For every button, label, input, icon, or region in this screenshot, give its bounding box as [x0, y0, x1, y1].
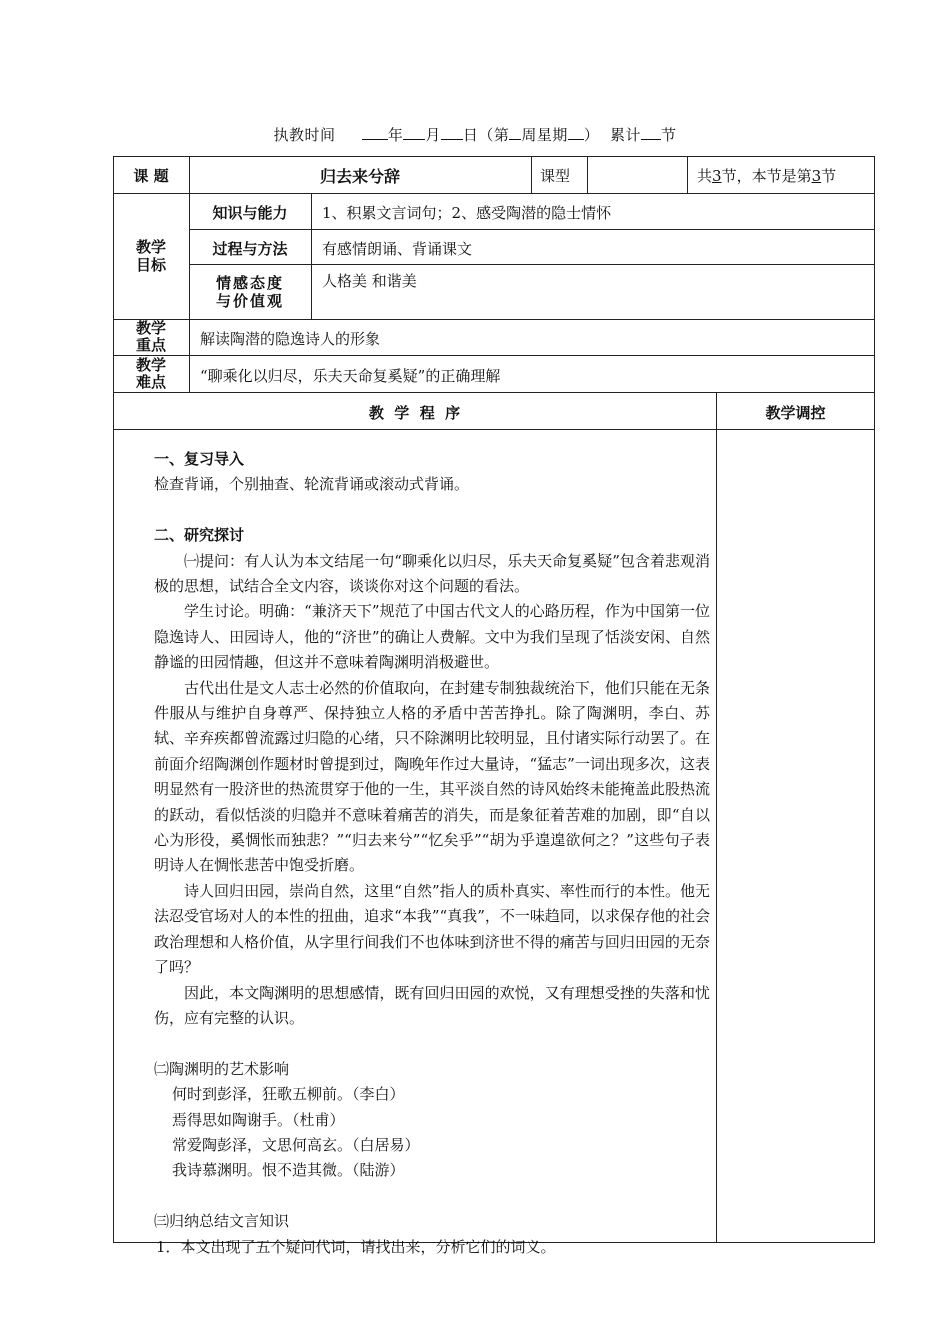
paragraph-1: 学生讨论。明确：“兼济天下”规范了中国古代文人的心路历程，作为中国第一位隐逸诗人、田园诗人，他的“济世”的确让人费解。文中为我们呈现了恬淡安闲、自然静谧的田园情趣，但这并不意味着陶渊明消极避世。	[154, 602, 710, 672]
lesson-count	[697, 165, 836, 186]
col-divider	[311, 193, 312, 319]
month-blank	[403, 125, 425, 140]
col-divider	[587, 156, 588, 193]
lesson-type-label: 课型	[540, 167, 571, 185]
objectives-label-line1: 教学	[135, 238, 166, 256]
poem-line: 我诗慕渊明。恨不造其微。（陆游）	[172, 1161, 405, 1180]
section1-text: 检查背诵，个别抽查、轮流背诵或滚动式背诵。	[154, 475, 470, 494]
adjust-header: 教学调控	[765, 404, 826, 422]
teaching-time-line	[0, 124, 950, 145]
program-header: 教 学 程 序	[368, 404, 461, 422]
row-divider	[189, 264, 875, 265]
objectives-label-line2: 目标	[135, 256, 166, 274]
paragraph-3: 诗人回归田园，崇尚自然，这里“自然”指人的质朴真实、率性而行的本性。他无法忍受官场对人的本性的扭曲，追求“本我”“真我”，不一味趋同，以求保存他的社会政治理想和人格价值，从字里行间我们不也体味到济世不得的痛苦与回归田园的无奈了吗？	[154, 881, 710, 977]
key-point-label-line2: 重点	[135, 336, 166, 354]
row-divider	[113, 355, 875, 356]
col-divider	[687, 156, 688, 193]
objectives-label	[113, 238, 189, 274]
paren-close: ）	[583, 126, 600, 144]
week-label: 周星期	[521, 126, 568, 144]
emotion-values-label-line2: 与价值观	[215, 292, 284, 310]
question-3-item-1: 1．本文出现了五个疑问代词，请找出来，分析它们的词义。	[156, 1237, 556, 1256]
section2-title: 二、研究探讨	[154, 526, 245, 545]
paragraph-2: 古代出仕是文人志士必然的价值取向，在封建专制独裁统治下，他们只能在无条件服从与维护自身尊严、保持独立人格的矛盾中苦苦挣扎。除了陶渊明，李白、苏轼、辛弃疾都曾流露过归隐的心绪，只不除渊明比较明显，且付诸实际行动罢了。在前面介绍陶渊创作题材时曾提到过，陶晚年作过大量诗，“猛志”一词出现多次，这表明显然有一股济世的热流贯穿于他的一生，其平淡自然的诗风始终未能掩盖此股热流的跃动，看似恬淡的归隐并不意味着痛苦的消失，而是象征着苦难的加剧，即“自以心为形役，奚惆怅而独悲？”“归去来兮”“忆矣乎”“胡为乎遑遑欲何之？”这些句子表明诗人在惆怅悲苦中饱受折磨。	[154, 678, 710, 875]
lesson-total: 3	[712, 167, 722, 185]
question-3: ㈢归纳总结文言知识	[154, 1212, 290, 1231]
col-divider	[716, 392, 717, 1243]
row-divider	[113, 319, 875, 320]
question-2: ㈡陶渊明的艺术影响	[154, 1059, 290, 1078]
difficulty-value: “聊乘化以归尽，乐夫天命复奚疑”的正确理解	[200, 367, 501, 385]
key-point-label	[113, 320, 189, 354]
process-method-value: 有感情朗诵、背诵课文	[322, 240, 473, 258]
section-label: 节	[660, 126, 677, 144]
program-body	[154, 447, 710, 1260]
key-point-value: 解读陶潜的隐逸诗人的形象	[200, 330, 381, 348]
year-blank	[362, 125, 388, 140]
emotion-values-label-line1: 情感态度	[215, 274, 284, 292]
col-divider	[531, 156, 532, 193]
week-blank	[509, 125, 521, 140]
poem-line: 焉得思如陶谢手。（杜甫）	[172, 1110, 345, 1129]
knowledge-ability-value: 1、积累文言词句；2、感受陶潜的隐士情怀	[322, 204, 612, 222]
process-method-label: 过程与方法	[212, 240, 288, 258]
lesson-count-prefix: 共	[697, 167, 713, 185]
spacer	[154, 498, 710, 523]
row-divider	[113, 193, 875, 194]
year-label: 年	[387, 126, 404, 144]
row-divider	[189, 229, 875, 230]
question-1: ㈠提问：有人认为本文结尾一句“聊乘化以归尽，乐夫天命复奚疑”包含着悲观消极的思想，试结合全文内容，谈谈你对这个问题的看法。	[154, 551, 710, 596]
key-point-label-line1: 教学	[135, 319, 166, 337]
day-label: 日（第	[462, 126, 510, 144]
paragraph-4: 因此，本文陶渊明的思想感情，既有回归田园的欢悦，又有理想受挫的失落和忧伤，应有完整的认识。	[154, 983, 710, 1027]
difficulty-label	[113, 357, 189, 391]
poem-line: 何时到彭泽，狂歌五柳前。（李白）	[172, 1085, 405, 1104]
poem-line: 常爱陶彭泽，文思何高玄。（白居易）	[172, 1135, 420, 1154]
total-label: 累计	[609, 126, 641, 144]
weekday-blank	[568, 125, 584, 140]
total-blank	[641, 125, 661, 140]
day-blank	[441, 125, 463, 140]
emotion-values-value: 人格美 和谐美	[322, 272, 417, 290]
lesson-current: 3	[811, 167, 822, 185]
row-divider	[113, 429, 875, 430]
row-divider	[113, 392, 875, 393]
lesson-count-mid: 节，本节是第	[721, 167, 812, 185]
month-label: 月	[425, 126, 441, 144]
lesson-title: 归去来兮辞	[319, 167, 400, 186]
subject-label: 课 题	[133, 167, 169, 185]
section1-title: 一、复习导入	[154, 450, 245, 468]
spacer	[154, 1184, 710, 1209]
lesson-count-suffix: 节	[821, 167, 837, 185]
emotion-values-label	[189, 274, 311, 310]
difficulty-label-line1: 教学	[135, 356, 166, 374]
difficulty-label-line2: 难点	[135, 373, 166, 391]
knowledge-ability-label: 知识与能力	[212, 204, 288, 222]
spacer	[154, 1031, 710, 1056]
teaching-time-label: 执教时间	[273, 126, 336, 144]
